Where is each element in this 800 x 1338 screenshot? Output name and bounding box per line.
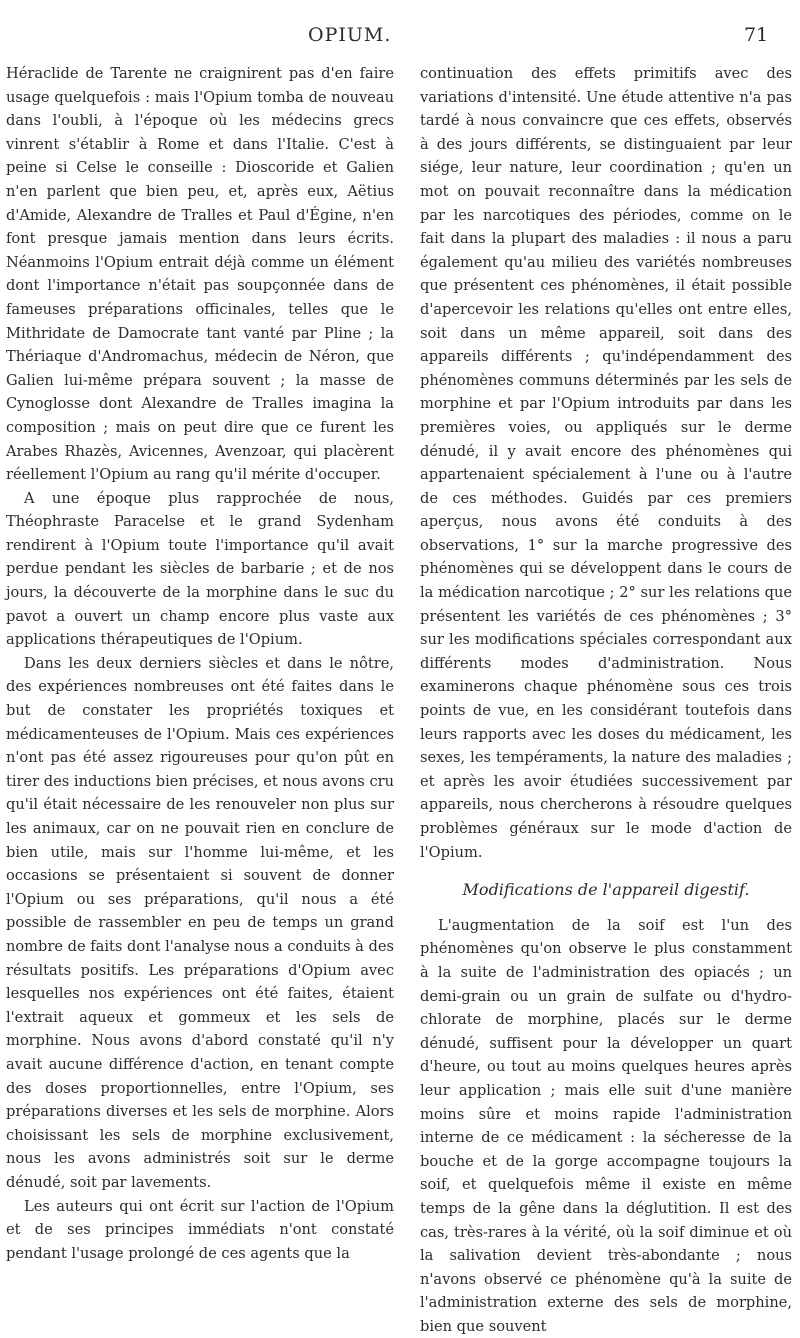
page-number: 71 [744, 24, 769, 46]
left-column [6, 62, 394, 1265]
running-title: OPIUM. [308, 24, 392, 46]
paragraph: Héraclide de Tarente ne craignirent pas d'en faire usage quelquefois : mais l'Opium tomba de nouveau dans l'oubli, à l'époque où les médecins grecs vinrent s'établir à Rome et dans l'Italie. C'est à peine si Celse le conseille : Dioscoride et Galien n'en parlent que bien peu, et, après eux, Aëtius d'Amide, Alexandre de Tralles et Paul d'Égine, n'en font presque jamais mention dans leurs écrits. Néanmoins l'Opium entrait déjà comme un élément dont l'importance n'était pas soupçonnée dans de fameuses préparations officinales, telles que le Mithridate de Damocrate tant vanté par Pline ; la Thériaque d'Andromachus, médecin de Néron, que Galien lui-même prépara souvent ; la masse de Cynoglosse dont Alexandre de Tralles imagina la composition ; mais on peut dire que ce furent les Arabes Rhazès, Avicennes, Avenzoar, qui placèrent réellement l'Opium au rang qu'il mérite d'occuper. [6, 65, 394, 484]
paragraph: Dans les deux derniers siècles et dans le nôtre, des expériences nombreuses ont été faites dans le but de constater les propriétés toxiques et médicamenteuses de l'Opium. Mais ces expériences n'ont pas été assez rigoureuses pour qu'on pût en tirer des inductions bien précises, et nous avons cru qu'il était nécessaire de les renouveler non plus sur les animaux, car on ne pouvait rien en conclure de bien utile, mais sur l'homme lui-même, et les occasions se présentaient si souvent de donner l'Opium ou ses préparations, qu'il nous a été possible de rassembler en peu de temps un grand nombre de faits dont l'analyse nous a conduits à des résultats positifs. Les préparations d'Opium avec lesquelles nos expériences ont été faites, étaient l'extrait aqueux et gommeux et les sels de morphine. Nous avons d'abord constaté qu'il n'y avait aucune différence d'action, en tenant compte des doses proportionnelles, entre l'Opium, ses préparations diverses et les sels de morphine. Alors choisissant les sels de morphine exclusivement, nous les avons administrés soit sur le derme dénudé, soit par lavements. [6, 654, 394, 1191]
paragraph: Les auteurs qui ont écrit sur l'action de l'Opium et de ses principes immédiats n'ont constaté pendant l'usage prolongé de ces agents que la [6, 1197, 394, 1262]
right-column [420, 62, 792, 1338]
section-heading: Modifications de l'appareil digestif. [462, 880, 750, 900]
page-header [0, 20, 800, 50]
paragraph: continuation des effets primitifs avec des variations d'intensité. Une étude attentive n'a pas tardé à nous convaincre que ces effets, observés à des jours différents, se distinguaient par leur siége, leur nature, leur coordination ; qu'en un mot on pouvait reconnaître dans la médication par les narcotiques des périodes, comme on le fait dans la plupart des maladies : il nous a paru également qu'au milieu des variétés nombreuses que présentent ces phénomènes, il était possible d'apercevoir les relations qu'elles ont entre elles, soit dans un même appareil, soit dans des appareils différents ; qu'indépendamment des phénomènes communs déterminés par les sels de morphine et par l'Opium introduits par dans les premières voies, ou appliqués sur le derme dénudé, il y avait encore des phénomènes qui appartenaient spécialement à l'une ou à l'autre de ces méthodes. Guidés par ces premiers aperçus, nous avons été conduits à des observations, 1° sur la marche progressive des phénomènes qui se développent dans le cours de la médication narcotique ; 2° sur les relations que présentent les variétés de ces phénomènes ; 3° sur les modifications spéciales correspondant aux différents modes d'administration. Nous examinerons chaque phénomène sous ces trois points de vue, en les considérant toutefois dans leurs rapports avec les doses du médicament, les sexes, les tempéraments, la nature des maladies ; et après les avoir étudiées successivement par appareils, nous chercherons à résoudre quelques problèmes généraux sur le mode d'action de l'Opium. [420, 65, 792, 861]
paragraph: A une époque plus rapprochée de nous, Théophraste Paracelse et le grand Sydenham rendirent à l'Opium toute l'importance qu'il avait perdue pendant les siècles de barbarie ; et de nos jours, la découverte de la morphine dans le suc du pavot a ouvert un champ encore plus vaste aux applications thérapeutiques de l'Opium. [6, 489, 394, 649]
paragraph: L'augmentation de la soif est l'un des phénomènes qu'on observe le plus constamment à la suite de l'administration des opiacés ; un demi-grain ou un grain de sulfate ou d'hydro-chlorate de morphine, placés sur le derme dénudé, suffisent pour la développer un quart d'heure, ou tout au moins quelques heures après leur application ; mais elle suit d'une manière moins sûre et moins rapide l'administration interne de ce médicament : la sécheresse de la bouche et de la gorge accompagne toujours la soif, et quelquefois même il existe en même temps de la gêne dans la déglutition. Il est des cas, très-rares à la vérité, où la soif diminue et où la salivation devient très-abondante ; nous n'avons observé ce phénomène qu'à la suite de l'administration externe des sels de morphine, bien que souvent [420, 916, 792, 1335]
